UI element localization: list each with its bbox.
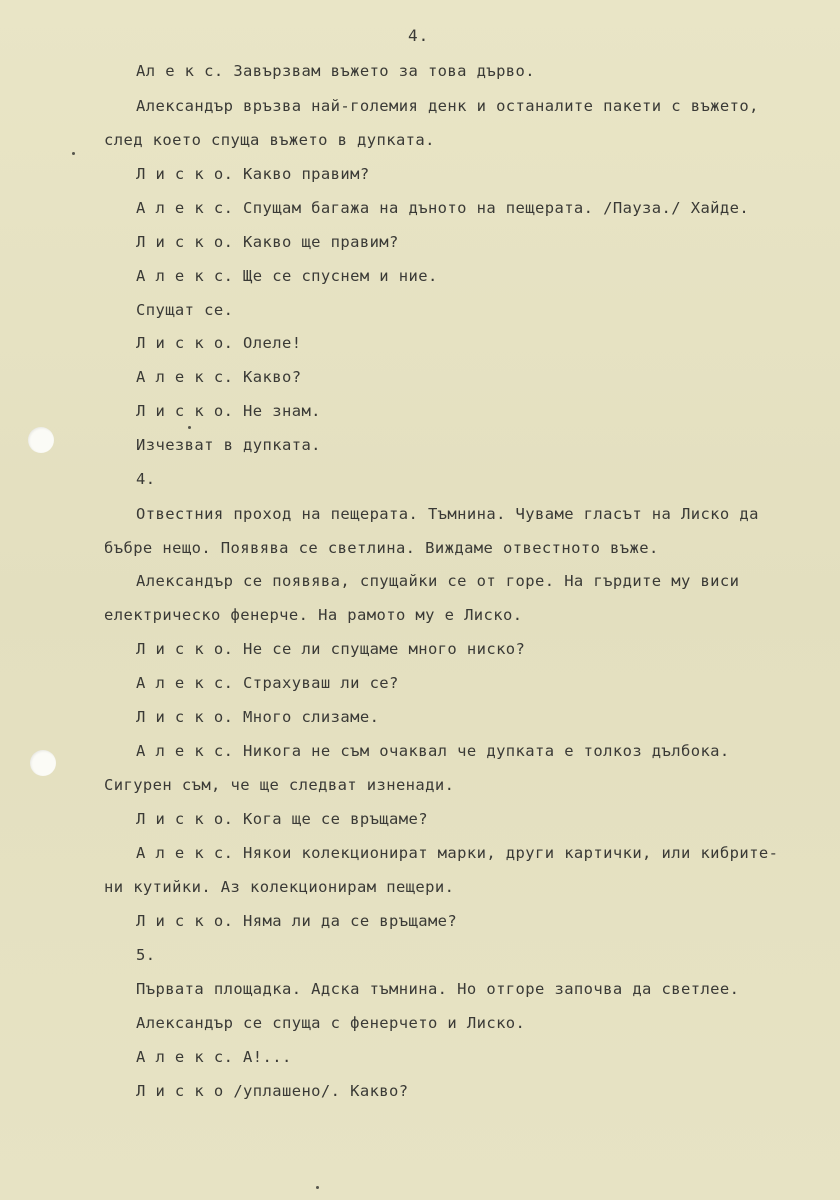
text-line: Александър се появява, спущайки се от горе. На гърдите му виси bbox=[136, 572, 740, 590]
text-line: Сигурен съм, че ще следват изненади. bbox=[104, 776, 455, 794]
text-line: Л и с к о /уплашено/. Какво? bbox=[136, 1082, 409, 1100]
text-line: електрическо фенерче. На рамото му е Лиско. bbox=[104, 606, 523, 624]
scene-number: 4. bbox=[136, 470, 156, 488]
text-line: Л и с к о. Не знам. bbox=[136, 402, 321, 420]
text-line: Изчезват в дупката. bbox=[136, 436, 321, 454]
ink-speck bbox=[188, 426, 191, 429]
text-line: А л е к с. Ще се спуснем и ние. bbox=[136, 267, 438, 285]
text-line: А л е к с. А!... bbox=[136, 1048, 292, 1066]
text-line: Първата площадка. Адска тъмнина. Но отгоре започва да светлее. bbox=[136, 980, 740, 998]
text-line: Спущат се. bbox=[136, 301, 234, 319]
text-line: А л е к с. Какво? bbox=[136, 368, 302, 386]
text-line: Л и с к о. Не се ли спущаме много ниско? bbox=[136, 640, 526, 658]
text-line: А л е к с. Някои колекционират марки, други картички, или кибрите- bbox=[136, 844, 779, 862]
text-line: Александър връзва най-големия денк и останалите пакети с въжето, bbox=[136, 97, 759, 115]
text-line: Ал е к с. Завързвам въжето за това дърво. bbox=[136, 62, 536, 80]
text-line: А л е к с. Никога не съм очаквал че дупката е толкоз дълбока. bbox=[136, 742, 730, 760]
text-line: А л е к с. Страхуваш ли се? bbox=[136, 674, 399, 692]
text-line: Александър се спуща с фенерчето и Лиско. bbox=[136, 1014, 526, 1032]
text-line: ни кутийки. Аз колекционирам пещери. bbox=[104, 878, 455, 896]
ink-speck bbox=[316, 1186, 319, 1189]
text-line: Л и с к о. Няма ли да се връщаме? bbox=[136, 912, 458, 930]
punch-hole-bottom bbox=[30, 750, 56, 776]
scene-number: 5. bbox=[136, 946, 156, 964]
text-line: Л и с к о. Кога ще се връщаме? bbox=[136, 810, 428, 828]
text-line: след което спуща въжето в дупката. bbox=[104, 131, 435, 149]
text-line: Л и с к о. Олеле! bbox=[136, 334, 302, 352]
punch-hole-top bbox=[28, 427, 54, 453]
text-line: Отвестния проход на пещерата. Тъмнина. Чуваме гласът на Лиско да bbox=[136, 505, 759, 523]
ink-speck bbox=[72, 152, 75, 155]
text-line: Л и с к о. Какво правим? bbox=[136, 165, 370, 183]
text-line: А л е к с. Спущам багажа на дъното на пещерата. /Пауза./ Хайде. bbox=[136, 199, 750, 217]
page-number: 4. bbox=[408, 26, 430, 45]
text-line: бъбре нещо. Появява се светлина. Виждаме отвестното въже. bbox=[104, 539, 659, 557]
text-line: Л и с к о. Много слизаме. bbox=[136, 708, 380, 726]
text-line: Л и с к о. Какво ще правим? bbox=[136, 233, 399, 251]
